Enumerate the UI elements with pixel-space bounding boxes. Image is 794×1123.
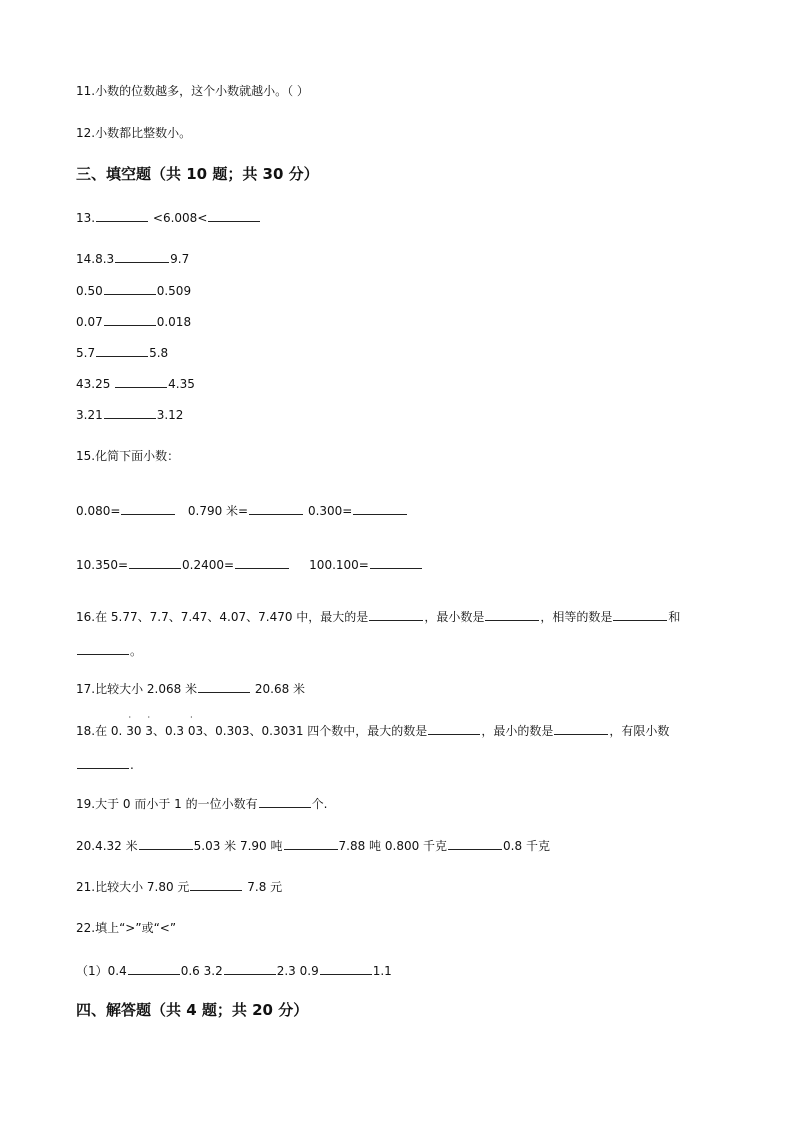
answer-blank[interactable]	[104, 313, 156, 326]
repeating-decimal-digits: ˙ 03	[188, 723, 203, 739]
q14-right: 9.7	[170, 252, 190, 266]
question-13	[76, 209, 261, 226]
q14-row	[76, 282, 191, 299]
q14-left: 43.25	[76, 377, 115, 391]
q18-text: 、0.3	[152, 724, 185, 738]
q15-item: 100.100=	[309, 558, 369, 572]
question-18-cont	[76, 756, 134, 773]
q15-item: 0.790 米=	[187, 504, 249, 518]
question-16-cont	[76, 642, 142, 659]
question-21	[76, 878, 282, 895]
q22-text: 0.6 3.2	[180, 964, 223, 978]
answer-blank[interactable]	[235, 556, 289, 569]
answer-blank[interactable]	[104, 406, 156, 419]
q20-text: 7.88 吨 0.800 千克	[338, 839, 448, 853]
q14-row	[76, 250, 189, 267]
q18-text: 18.在 0.	[76, 724, 123, 738]
q15-row-1	[76, 502, 408, 519]
q15-row-2	[76, 556, 423, 573]
answer-blank[interactable]	[284, 837, 338, 850]
q20-text: 5.03 米 7.90 吨	[193, 839, 283, 853]
q14-left: 0.50	[76, 284, 103, 298]
answer-blank[interactable]	[96, 344, 148, 357]
q14-row	[76, 406, 183, 423]
answer-blank[interactable]	[208, 209, 260, 222]
q20-text: 20.4.32 米	[76, 839, 138, 853]
q14-right: 3.12	[156, 408, 184, 422]
answer-blank[interactable]	[613, 608, 667, 621]
answer-blank[interactable]	[77, 756, 129, 769]
answer-blank[interactable]	[448, 837, 502, 850]
answer-blank[interactable]	[428, 722, 480, 735]
q22-text: 2.3 0.9	[276, 964, 319, 978]
q15-item: 10.350=	[76, 558, 129, 572]
question-22-items	[76, 962, 392, 979]
q14-right: 0.509	[156, 284, 192, 298]
q14-row	[76, 375, 195, 392]
question-11: 11.小数的位数越多，这个小数就越小。（ ）	[76, 84, 309, 98]
q18-text: .	[130, 758, 134, 772]
answer-blank[interactable]	[128, 962, 180, 975]
answer-blank[interactable]	[320, 962, 372, 975]
answer-blank[interactable]	[129, 556, 181, 569]
q13-mid: <6.008<	[149, 211, 208, 225]
answer-blank[interactable]	[554, 722, 608, 735]
q15-item: 0.2400=	[182, 558, 235, 572]
answer-blank[interactable]	[370, 556, 422, 569]
q17-text: 17.比较大小 2.068 米	[76, 682, 198, 696]
answer-blank[interactable]	[139, 837, 193, 850]
answer-blank[interactable]	[369, 608, 423, 621]
question-22-title: 22.填上“>”或“<”	[76, 921, 177, 935]
answer-blank[interactable]	[353, 502, 407, 515]
repeating-decimal-digit: ˙ 3	[145, 723, 153, 739]
question-17	[76, 680, 305, 697]
q18-text: ，有限小数	[609, 724, 670, 738]
q14-row	[76, 344, 168, 361]
answer-blank[interactable]	[115, 250, 169, 263]
q14-right: 5.8	[149, 346, 169, 360]
answer-blank[interactable]	[121, 502, 175, 515]
answer-blank[interactable]	[485, 608, 539, 621]
q18-text: 、0.303、0.3031 四个数中，最大的数是	[203, 724, 428, 738]
question-12: 12.小数都比整数小。	[76, 126, 192, 140]
answer-blank[interactable]	[259, 795, 311, 808]
q19-text: 个.	[311, 797, 328, 811]
answer-blank[interactable]	[249, 502, 303, 515]
repeating-decimal-digits: ˙ 30	[126, 723, 141, 739]
q22-text: （1）0.4	[76, 964, 127, 978]
question-15-title: 15.化简下面小数：	[76, 449, 180, 463]
answer-blank[interactable]	[190, 878, 242, 891]
answer-blank[interactable]	[224, 962, 276, 975]
q16-text: ，最小数是	[424, 610, 485, 624]
q18-text: ，最小的数是	[481, 724, 554, 738]
question-16	[76, 608, 680, 625]
answer-blank[interactable]	[198, 680, 250, 693]
question-18	[76, 722, 669, 739]
q17-text: 20.68 米	[251, 682, 306, 696]
q15-item: 0.300=	[307, 504, 353, 518]
answer-blank[interactable]	[96, 209, 148, 222]
q14-left: 5.7	[76, 346, 96, 360]
q22-text: 1.1	[372, 964, 392, 978]
q13-prefix: 13.	[76, 211, 96, 225]
q16-text: ，相等的数是	[540, 610, 613, 624]
q14-right: 0.018	[156, 315, 192, 329]
q19-text: 19.大于 0 而小于 1 的一位小数有	[76, 797, 258, 811]
answer-blank[interactable]	[115, 375, 167, 388]
q15-item: 0.080=	[76, 504, 121, 518]
answer-blank[interactable]	[104, 282, 156, 295]
q14-row	[76, 313, 191, 330]
section-4-heading: 四、解答题（共 4 题；共 20 分）	[76, 1001, 309, 1019]
q14-right: 4.35	[168, 377, 195, 391]
q21-text: 21.比较大小 7.80 元	[76, 880, 190, 894]
q16-text: 。	[130, 644, 143, 658]
section-3-heading: 三、填空题（共 10 题；共 30 分）	[76, 165, 319, 183]
q14-left: 0.07	[76, 315, 103, 329]
q14-left: 14.8.3	[76, 252, 115, 266]
q16-text: 16.在 5.77、7.7、7.47、4.07、7.470 中，最大的是	[76, 610, 369, 624]
q16-text: 和	[668, 610, 681, 624]
q20-text: 0.8 千克	[503, 839, 550, 853]
question-19	[76, 795, 327, 812]
q14-left: 3.21	[76, 408, 103, 422]
question-20	[76, 837, 550, 854]
answer-blank[interactable]	[77, 642, 129, 655]
q21-text: 7.8 元	[243, 880, 283, 894]
